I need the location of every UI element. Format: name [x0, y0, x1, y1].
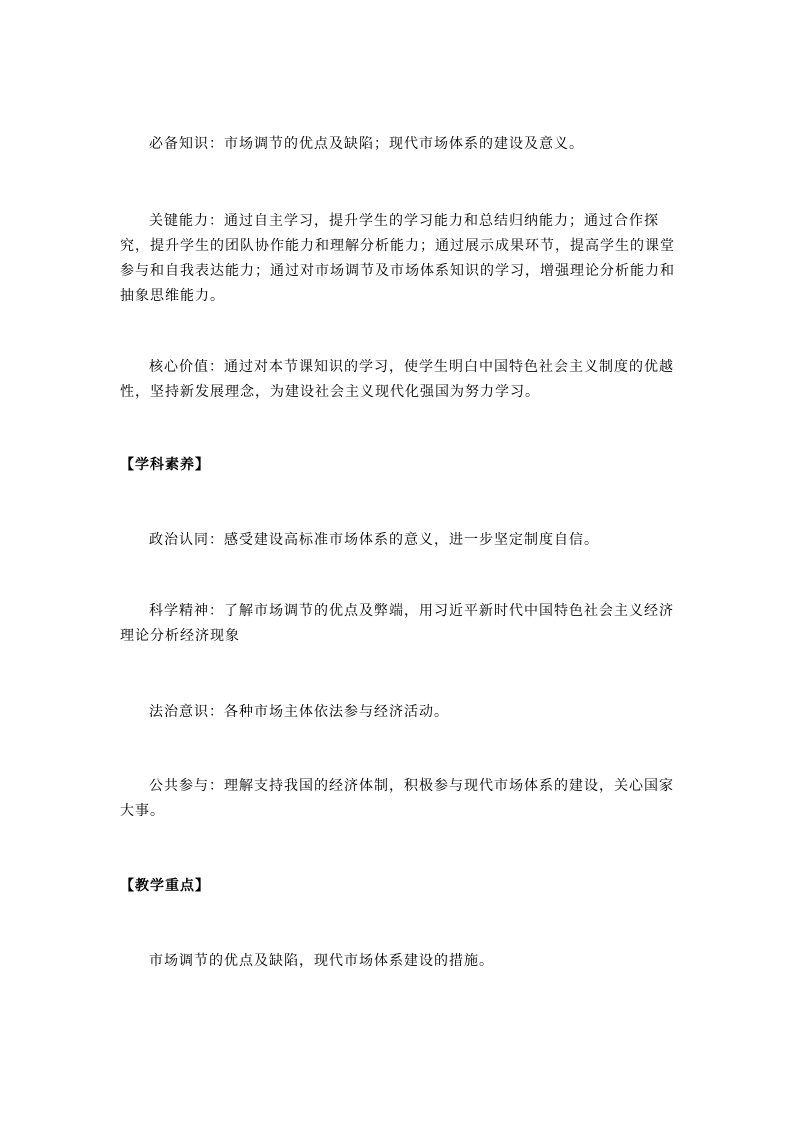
core-value-paragraph: 核心价值：通过对本节课知识的学习，使学生明白中国特色社会主义制度的优越性，坚持新发展理念，为建设社会主义现代化强国为努力学习。 [120, 359, 674, 400]
legal-awareness-paragraph: 法治意识：各种市场主体依法参与经济活动。 [149, 704, 449, 720]
subject-literacy-heading: 【学科素养】 [120, 457, 210, 473]
essential-knowledge-paragraph: 必备知识：市场调节的优点及缺陷；现代市场体系的建设及意义。 [149, 136, 584, 152]
scientific-spirit-paragraph: 科学精神：了解市场调节的优点及弊端，用习近平新时代中国特色社会主义经济理论分析经济现象 [120, 603, 674, 644]
key-ability-paragraph: 关键能力：通过自主学习，提升学生的学习能力和总结归纳能力；通过合作探究，提升学生的团队协作能力和理解分析能力；通过展示成果环节，提高学生的课堂参与和自我表达能力；通过对市场调节及市场体系知识的学习，增强理论分析能力和抽象思维能力。 [120, 213, 675, 304]
political-identity-paragraph: 政治认同：感受建设高标准市场体系的意义，进一步坚定制度自信。 [149, 532, 599, 548]
public-participation-paragraph: 公共参与：理解支持我国的经济体制，积极参与现代市场体系的建设，关心国家大事。 [120, 778, 674, 819]
teaching-key-points-heading: 【教学重点】 [120, 878, 210, 894]
teaching-key-points-paragraph: 市场调节的优点及缺陷，现代市场体系建设的措施。 [149, 953, 494, 969]
